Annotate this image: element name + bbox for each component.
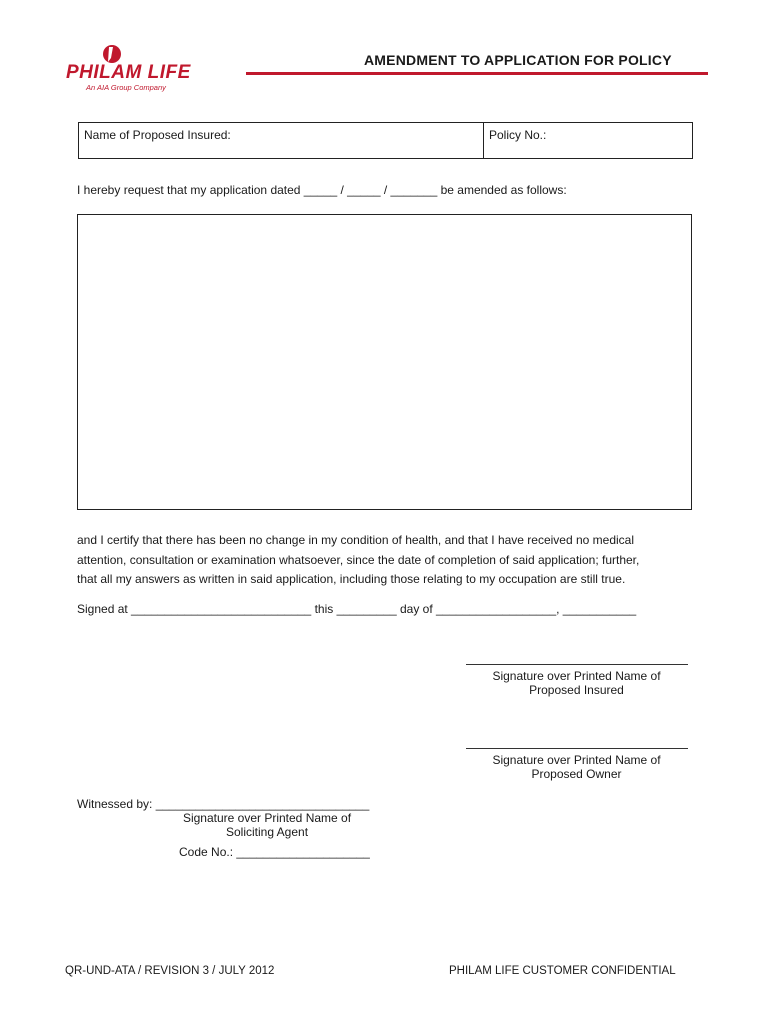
signature-caption: Soliciting Agent: [225, 825, 309, 839]
form-revision-footer: QR-UND-ATA / REVISION 3 / JULY 2012: [65, 965, 275, 977]
logo-tagline: An AIA Group Company: [86, 83, 166, 92]
logo-brand-text: PHILAM LIFE: [66, 62, 191, 83]
witnessed-by-line[interactable]: Witnessed by: ________________________________: [77, 797, 370, 811]
certify-line: attention, consultation or examination whatsoever, since the date of completion of said application; further,: [77, 552, 640, 567]
owner-signature-block[interactable]: [464, 748, 689, 781]
signature-caption: Signature over Printed Name of: [492, 753, 661, 767]
signature-caption: Signature over Printed Name of: [492, 669, 661, 683]
agent-code-line[interactable]: Code No.: ____________________: [179, 845, 370, 859]
signature-line: [466, 748, 688, 749]
policy-number-label: Policy No.:: [489, 128, 547, 142]
document-title: AMENDMENT TO APPLICATION FOR POLICY: [364, 52, 672, 68]
confidentiality-footer: PHILAM LIFE CUSTOMER CONFIDENTIAL: [449, 965, 676, 977]
title-rule: [246, 72, 708, 75]
amendment-text-box[interactable]: [77, 214, 692, 510]
signature-caption: Proposed Insured: [529, 683, 624, 697]
signature-caption: Proposed Owner: [531, 767, 622, 781]
agent-signature-caption: [150, 811, 384, 839]
certify-line: and I certify that there has been no change in my condition of health, and that I have received no medical: [77, 533, 635, 547]
request-statement: I hereby request that my application dated _____ / _____ / _______ be amended as follows:: [77, 183, 567, 197]
insured-info-table: [78, 122, 693, 159]
certification-paragraph: [77, 531, 693, 590]
insured-signature-block[interactable]: [464, 664, 689, 697]
policy-number-field[interactable]: [484, 123, 692, 158]
signature-line: [466, 664, 688, 665]
proposed-insured-field[interactable]: [79, 123, 484, 158]
certify-line: that all my answers as written in said application, including those relating to my occupation are still true.: [77, 572, 626, 586]
philam-life-logo: [66, 44, 246, 94]
signature-caption: Signature over Printed Name of: [182, 811, 352, 825]
proposed-insured-label: Name of Proposed Insured:: [84, 128, 231, 142]
signed-at-line[interactable]: Signed at ___________________________ this _________ day of __________________, ___________: [77, 602, 637, 616]
